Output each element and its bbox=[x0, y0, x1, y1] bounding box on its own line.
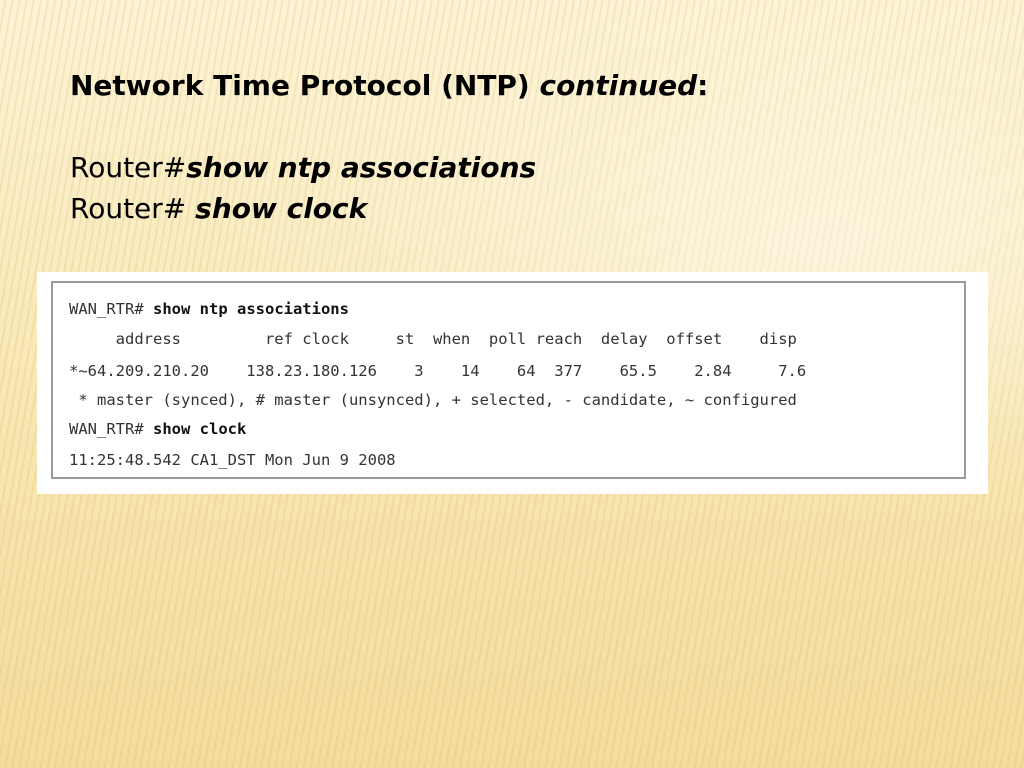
command-ntp: show ntp associations bbox=[153, 300, 349, 318]
command-2-text: show clock bbox=[195, 192, 368, 225]
command-2-prefix: Router# bbox=[70, 192, 196, 225]
slide-text bbox=[70, 66, 708, 229]
clock-output: 11:25:48.542 CA1_DST Mon Jun 9 2008 bbox=[69, 451, 396, 469]
terminal-frame bbox=[51, 281, 966, 479]
prompt-2: WAN_RTR# bbox=[69, 420, 153, 438]
title-end: : bbox=[697, 69, 709, 102]
title-main: Network Time Protocol (NTP) bbox=[70, 69, 540, 102]
title-emphasis: continued bbox=[539, 69, 698, 102]
ntp-legend: * master (synced), # master (unsynced), + selected, - candidate, ~ configured bbox=[69, 391, 797, 409]
ntp-association-row: *~64.209.210.20 138.23.180.126 3 14 64 377 65.5 2.84 7.6 bbox=[69, 362, 807, 380]
command-1-text: show ntp associations bbox=[186, 151, 537, 184]
terminal-screenshot bbox=[37, 272, 988, 494]
command-line-2 bbox=[70, 188, 708, 229]
slide-title bbox=[70, 66, 708, 106]
terminal-command-clock bbox=[69, 419, 246, 439]
command-line-1 bbox=[70, 147, 708, 188]
ntp-column-headers: address ref clock st when poll reach delay offset disp bbox=[69, 330, 797, 348]
prompt-1: WAN_RTR# bbox=[69, 300, 153, 318]
command-clock: show clock bbox=[153, 420, 247, 438]
command-1-prefix: Router# bbox=[70, 151, 187, 184]
terminal-command-ntp bbox=[69, 299, 349, 319]
